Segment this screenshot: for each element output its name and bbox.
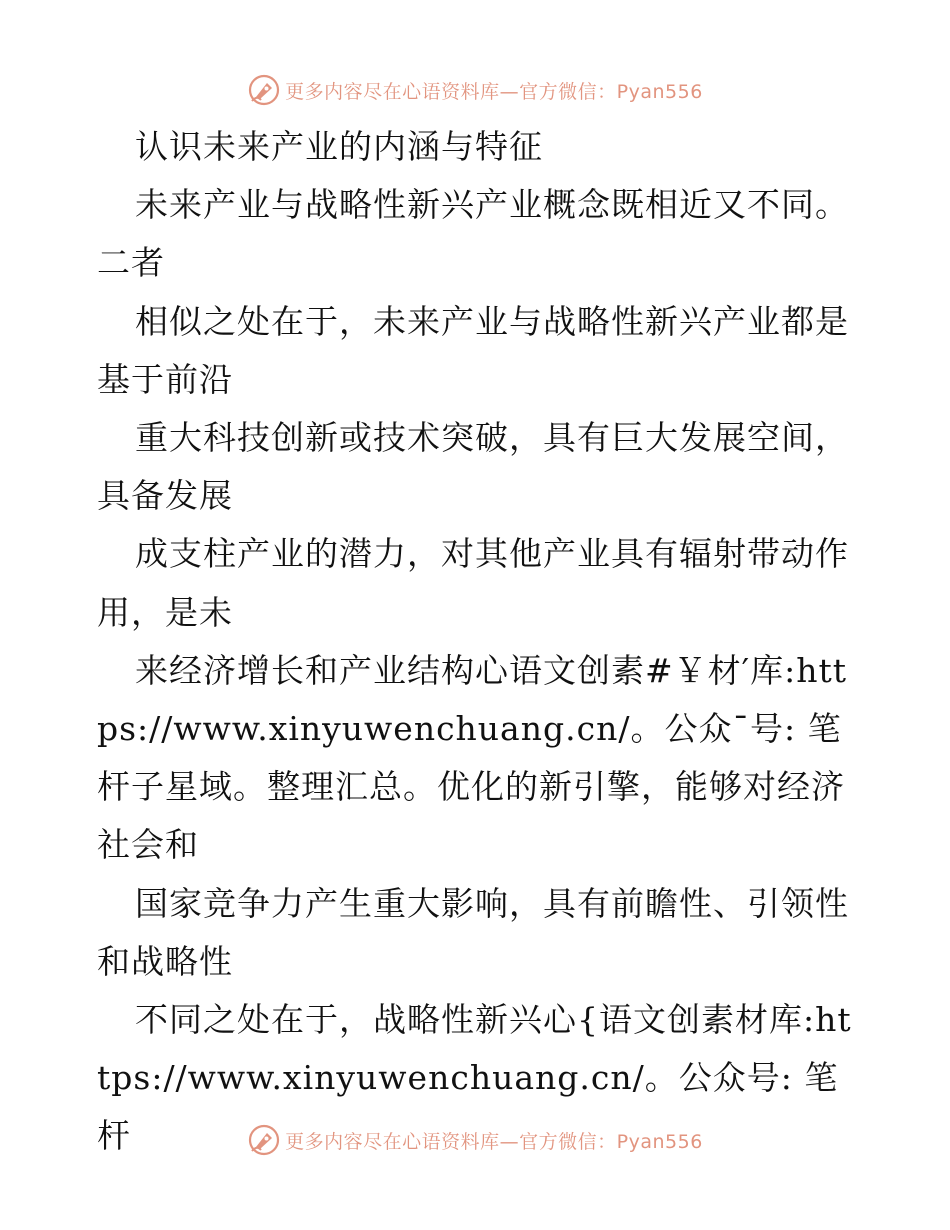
document-body <box>97 118 857 1166</box>
header-banner <box>0 70 950 110</box>
footer-banner <box>0 1120 950 1160</box>
paragraph-line: 成支柱产业的潜力，对其他产业具有辐射带动作用，是未 <box>97 534 849 632</box>
pen-nib-logo-icon <box>247 1123 281 1157</box>
footer-banner-text: 更多内容尽在心语资料库—官方微信：Pyan556 <box>285 1130 703 1153</box>
paragraph-line: 不同之处在于，战略性新兴心{语文创素材库:https://www.xinyuwenchuang.cn/。公众号: 笔杆 <box>97 1000 852 1156</box>
paragraph-line: 认识未来产业的内涵与特征 <box>135 127 543 166</box>
paragraph-line: 国家竞争力产生重大影响，具有前瞻性、引领性和战略性 <box>97 883 849 981</box>
paragraph-line: 相似之处在于，未来产业与战略性新兴产业都是基于前沿 <box>97 301 849 399</box>
header-banner-text: 更多内容尽在心语资料库—官方微信：Pyan556 <box>285 80 703 103</box>
paragraph-line: 来经济增长和产业结构心语文创素#￥材′库:https://www.xinyuwenchuang.cn/。公众¯号: 笔杆子星域。整理汇总。优化的新引擎，能够对经济社会和 <box>97 650 848 865</box>
pen-nib-logo-icon <box>247 73 281 107</box>
paragraph-line: 重大科技创新或技术突破，具有巨大发展空间，具备发展 <box>97 418 849 516</box>
paragraph-line: 未来产业与战略性新兴产业概念既相近又不同。二者 <box>97 185 849 283</box>
